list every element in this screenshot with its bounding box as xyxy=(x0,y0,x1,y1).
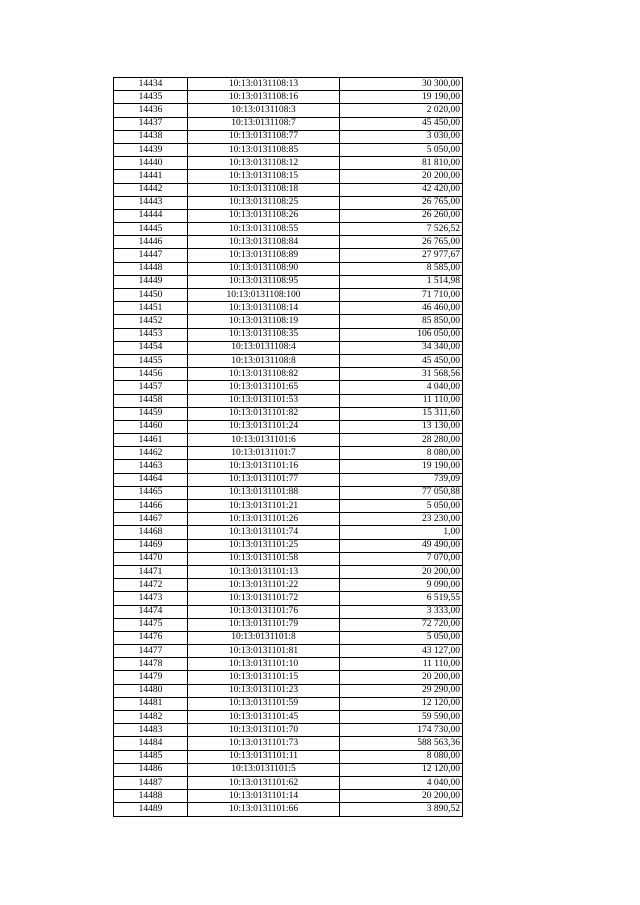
value-cell: 5 050,00 xyxy=(340,631,463,644)
row-number-cell: 14462 xyxy=(114,447,188,460)
value-cell: 2 020,00 xyxy=(340,104,463,117)
table-body xyxy=(114,78,463,817)
value-cell: 7 070,00 xyxy=(340,552,463,565)
cadastral-number-cell: 10:13:0131101:66 xyxy=(188,803,340,816)
value-cell: 6 519,55 xyxy=(340,592,463,605)
value-cell: 26 260,00 xyxy=(340,209,463,222)
value-cell: 45 450,00 xyxy=(340,354,463,367)
value-cell: 174 730,00 xyxy=(340,724,463,737)
row-number-cell: 14444 xyxy=(114,209,188,222)
row-number-cell: 14466 xyxy=(114,500,188,513)
table-row xyxy=(114,236,463,249)
table-row xyxy=(114,697,463,710)
table-row xyxy=(114,249,463,262)
value-cell: 30 300,00 xyxy=(340,78,463,91)
value-cell: 19 190,00 xyxy=(340,460,463,473)
cadastral-number-cell: 10:13:0131101:65 xyxy=(188,381,340,394)
table-row xyxy=(114,645,463,658)
cadastral-number-cell: 10:13:0131108:18 xyxy=(188,183,340,196)
cadastral-number-cell: 10:13:0131108:15 xyxy=(188,170,340,183)
row-number-cell: 14484 xyxy=(114,737,188,750)
table-row xyxy=(114,724,463,737)
value-cell: 1 514,98 xyxy=(340,275,463,288)
table-row xyxy=(114,394,463,407)
table-row xyxy=(114,671,463,684)
table-row xyxy=(114,91,463,104)
cadastral-number-cell: 10:13:0131108:16 xyxy=(188,91,340,104)
value-cell: 42 420,00 xyxy=(340,183,463,196)
table-row xyxy=(114,579,463,592)
value-cell: 26 765,00 xyxy=(340,236,463,249)
cadastral-number-cell: 10:13:0131101:11 xyxy=(188,750,340,763)
table-row xyxy=(114,434,463,447)
cadastral-number-cell: 10:13:0131101:16 xyxy=(188,460,340,473)
cadastral-number-cell: 10:13:0131108:4 xyxy=(188,341,340,354)
table-row xyxy=(114,196,463,209)
row-number-cell: 14446 xyxy=(114,236,188,249)
row-number-cell: 14479 xyxy=(114,671,188,684)
row-number-cell: 14487 xyxy=(114,776,188,789)
table-row xyxy=(114,750,463,763)
cadastral-number-cell: 10:13:0131101:59 xyxy=(188,697,340,710)
cadastral-number-cell: 10:13:0131101:22 xyxy=(188,579,340,592)
table-row xyxy=(114,500,463,513)
row-number-cell: 14451 xyxy=(114,302,188,315)
table-row xyxy=(114,526,463,539)
value-cell: 588 563,36 xyxy=(340,737,463,750)
value-cell: 7 526,52 xyxy=(340,223,463,236)
row-number-cell: 14476 xyxy=(114,631,188,644)
cadastral-number-cell: 10:13:0131101:45 xyxy=(188,711,340,724)
row-number-cell: 14485 xyxy=(114,750,188,763)
cadastral-number-cell: 10:13:0131101:79 xyxy=(188,618,340,631)
table-row xyxy=(114,157,463,170)
table-row xyxy=(114,328,463,341)
value-cell: 11 110,00 xyxy=(340,658,463,671)
row-number-cell: 14438 xyxy=(114,130,188,143)
table-row xyxy=(114,407,463,420)
value-cell: 49 490,00 xyxy=(340,539,463,552)
cadastral-number-cell: 10:13:0131101:6 xyxy=(188,434,340,447)
row-number-cell: 14474 xyxy=(114,605,188,618)
value-cell: 13 130,00 xyxy=(340,420,463,433)
row-number-cell: 14473 xyxy=(114,592,188,605)
row-number-cell: 14467 xyxy=(114,513,188,526)
table-row xyxy=(114,420,463,433)
table-row xyxy=(114,737,463,750)
table-row xyxy=(114,275,463,288)
cadastral-value-table xyxy=(113,77,463,817)
cadastral-number-cell: 10:13:0131101:21 xyxy=(188,500,340,513)
table-row xyxy=(114,130,463,143)
cadastral-number-cell: 10:13:0131108:25 xyxy=(188,196,340,209)
table-row xyxy=(114,368,463,381)
row-number-cell: 14475 xyxy=(114,618,188,631)
table-row xyxy=(114,381,463,394)
cadastral-number-cell: 10:13:0131108:14 xyxy=(188,302,340,315)
value-cell: 20 200,00 xyxy=(340,565,463,578)
cadastral-number-cell: 10:13:0131108:82 xyxy=(188,368,340,381)
cadastral-number-cell: 10:13:0131101:58 xyxy=(188,552,340,565)
cadastral-number-cell: 10:13:0131101:88 xyxy=(188,486,340,499)
cadastral-number-cell: 10:13:0131101:10 xyxy=(188,658,340,671)
value-cell: 71 710,00 xyxy=(340,289,463,302)
row-number-cell: 14463 xyxy=(114,460,188,473)
table-row xyxy=(114,117,463,130)
table-row xyxy=(114,631,463,644)
row-number-cell: 14441 xyxy=(114,170,188,183)
table-row xyxy=(114,539,463,552)
cadastral-number-cell: 10:13:0131101:13 xyxy=(188,565,340,578)
value-cell: 26 765,00 xyxy=(340,196,463,209)
row-number-cell: 14464 xyxy=(114,473,188,486)
row-number-cell: 14481 xyxy=(114,697,188,710)
row-number-cell: 14455 xyxy=(114,354,188,367)
table-row xyxy=(114,170,463,183)
cadastral-number-cell: 10:13:0131108:26 xyxy=(188,209,340,222)
table-row xyxy=(114,592,463,605)
cadastral-number-cell: 10:13:0131108:8 xyxy=(188,354,340,367)
value-cell: 3 333,00 xyxy=(340,605,463,618)
table-row xyxy=(114,513,463,526)
table-row xyxy=(114,605,463,618)
row-number-cell: 14439 xyxy=(114,143,188,156)
cadastral-number-cell: 10:13:0131101:81 xyxy=(188,645,340,658)
row-number-cell: 14461 xyxy=(114,434,188,447)
row-number-cell: 14443 xyxy=(114,196,188,209)
cadastral-number-cell: 10:13:0131101:8 xyxy=(188,631,340,644)
row-number-cell: 14483 xyxy=(114,724,188,737)
table-row xyxy=(114,289,463,302)
cadastral-number-cell: 10:13:0131101:24 xyxy=(188,420,340,433)
row-number-cell: 14437 xyxy=(114,117,188,130)
table-row xyxy=(114,354,463,367)
row-number-cell: 14472 xyxy=(114,579,188,592)
value-cell: 8 080,00 xyxy=(340,447,463,460)
table-row xyxy=(114,790,463,803)
table-row xyxy=(114,473,463,486)
table-row xyxy=(114,776,463,789)
cadastral-number-cell: 10:13:0131101:70 xyxy=(188,724,340,737)
row-number-cell: 14478 xyxy=(114,658,188,671)
table-row xyxy=(114,684,463,697)
value-cell: 43 127,00 xyxy=(340,645,463,658)
row-number-cell: 14440 xyxy=(114,157,188,170)
cadastral-number-cell: 10:13:0131108:13 xyxy=(188,78,340,91)
row-number-cell: 14469 xyxy=(114,539,188,552)
row-number-cell: 14453 xyxy=(114,328,188,341)
value-cell: 5 050,00 xyxy=(340,500,463,513)
value-cell: 46 460,00 xyxy=(340,302,463,315)
table-row xyxy=(114,143,463,156)
cadastral-number-cell: 10:13:0131101:73 xyxy=(188,737,340,750)
row-number-cell: 14482 xyxy=(114,711,188,724)
cadastral-number-cell: 10:13:0131108:12 xyxy=(188,157,340,170)
row-number-cell: 14449 xyxy=(114,275,188,288)
value-cell: 20 200,00 xyxy=(340,790,463,803)
table-row xyxy=(114,658,463,671)
table-row xyxy=(114,262,463,275)
cadastral-number-cell: 10:13:0131108:89 xyxy=(188,249,340,262)
cadastral-number-cell: 10:13:0131101:7 xyxy=(188,447,340,460)
row-number-cell: 14459 xyxy=(114,407,188,420)
table-row xyxy=(114,302,463,315)
row-number-cell: 14465 xyxy=(114,486,188,499)
row-number-cell: 14452 xyxy=(114,315,188,328)
cadastral-number-cell: 10:13:0131108:95 xyxy=(188,275,340,288)
row-number-cell: 14435 xyxy=(114,91,188,104)
row-number-cell: 14480 xyxy=(114,684,188,697)
cadastral-number-cell: 10:13:0131101:14 xyxy=(188,790,340,803)
cadastral-number-cell: 10:13:0131101:15 xyxy=(188,671,340,684)
row-number-cell: 14436 xyxy=(114,104,188,117)
row-number-cell: 14442 xyxy=(114,183,188,196)
table-row xyxy=(114,104,463,117)
value-cell: 45 450,00 xyxy=(340,117,463,130)
value-cell: 27 977,67 xyxy=(340,249,463,262)
value-cell: 77 050,88 xyxy=(340,486,463,499)
cadastral-number-cell: 10:13:0131108:77 xyxy=(188,130,340,143)
value-cell: 3 030,00 xyxy=(340,130,463,143)
row-number-cell: 14460 xyxy=(114,420,188,433)
value-cell: 19 190,00 xyxy=(340,91,463,104)
table-row xyxy=(114,78,463,91)
cadastral-number-cell: 10:13:0131108:90 xyxy=(188,262,340,275)
table-row xyxy=(114,565,463,578)
table-row xyxy=(114,711,463,724)
row-number-cell: 14434 xyxy=(114,78,188,91)
table-row xyxy=(114,447,463,460)
value-cell: 5 050,00 xyxy=(340,143,463,156)
value-cell: 9 090,00 xyxy=(340,579,463,592)
cadastral-number-cell: 10:13:0131101:26 xyxy=(188,513,340,526)
value-cell: 8 585,00 xyxy=(340,262,463,275)
table-row xyxy=(114,803,463,816)
value-cell: 72 720,00 xyxy=(340,618,463,631)
value-cell: 85 850,00 xyxy=(340,315,463,328)
value-cell: 29 290,00 xyxy=(340,684,463,697)
row-number-cell: 14489 xyxy=(114,803,188,816)
row-number-cell: 14458 xyxy=(114,394,188,407)
row-number-cell: 14457 xyxy=(114,381,188,394)
table-row xyxy=(114,460,463,473)
cadastral-number-cell: 10:13:0131108:85 xyxy=(188,143,340,156)
row-number-cell: 14447 xyxy=(114,249,188,262)
cadastral-number-cell: 10:13:0131108:7 xyxy=(188,117,340,130)
cadastral-number-cell: 10:13:0131101:23 xyxy=(188,684,340,697)
value-cell: 106 050,00 xyxy=(340,328,463,341)
value-cell: 59 590,00 xyxy=(340,711,463,724)
cadastral-number-cell: 10:13:0131101:76 xyxy=(188,605,340,618)
cadastral-number-cell: 10:13:0131101:5 xyxy=(188,763,340,776)
cadastral-number-cell: 10:13:0131108:19 xyxy=(188,315,340,328)
row-number-cell: 14456 xyxy=(114,368,188,381)
cadastral-number-cell: 10:13:0131108:35 xyxy=(188,328,340,341)
row-number-cell: 14454 xyxy=(114,341,188,354)
value-cell: 34 340,00 xyxy=(340,341,463,354)
table-row xyxy=(114,618,463,631)
row-number-cell: 14468 xyxy=(114,526,188,539)
value-cell: 739,09 xyxy=(340,473,463,486)
table-row xyxy=(114,183,463,196)
row-number-cell: 14450 xyxy=(114,289,188,302)
value-cell: 1,00 xyxy=(340,526,463,539)
cadastral-number-cell: 10:13:0131101:72 xyxy=(188,592,340,605)
value-cell: 20 200,00 xyxy=(340,671,463,684)
table-row xyxy=(114,341,463,354)
row-number-cell: 14448 xyxy=(114,262,188,275)
row-number-cell: 14488 xyxy=(114,790,188,803)
value-cell: 23 230,00 xyxy=(340,513,463,526)
row-number-cell: 14471 xyxy=(114,565,188,578)
cadastral-number-cell: 10:13:0131108:55 xyxy=(188,223,340,236)
cadastral-number-cell: 10:13:0131108:3 xyxy=(188,104,340,117)
value-cell: 15 311,60 xyxy=(340,407,463,420)
table-row xyxy=(114,223,463,236)
value-cell: 3 890,52 xyxy=(340,803,463,816)
table-row xyxy=(114,209,463,222)
row-number-cell: 14470 xyxy=(114,552,188,565)
cadastral-number-cell: 10:13:0131101:82 xyxy=(188,407,340,420)
cadastral-number-cell: 10:13:0131108:84 xyxy=(188,236,340,249)
cadastral-number-cell: 10:13:0131101:25 xyxy=(188,539,340,552)
value-cell: 31 568,56 xyxy=(340,368,463,381)
cadastral-number-cell: 10:13:0131101:74 xyxy=(188,526,340,539)
row-number-cell: 14445 xyxy=(114,223,188,236)
row-number-cell: 14477 xyxy=(114,645,188,658)
value-cell: 8 080,00 xyxy=(340,750,463,763)
cadastral-number-cell: 10:13:0131108:100 xyxy=(188,289,340,302)
cadastral-number-cell: 10:13:0131101:77 xyxy=(188,473,340,486)
value-cell: 81 810,00 xyxy=(340,157,463,170)
value-cell: 12 120,00 xyxy=(340,697,463,710)
value-cell: 12 120,00 xyxy=(340,763,463,776)
table-row xyxy=(114,763,463,776)
table-row xyxy=(114,552,463,565)
value-cell: 11 110,00 xyxy=(340,394,463,407)
value-cell: 4 040,00 xyxy=(340,776,463,789)
value-cell: 4 040,00 xyxy=(340,381,463,394)
value-cell: 20 200,00 xyxy=(340,170,463,183)
table-row xyxy=(114,486,463,499)
value-cell: 28 280,00 xyxy=(340,434,463,447)
cadastral-number-cell: 10:13:0131101:53 xyxy=(188,394,340,407)
cadastral-number-cell: 10:13:0131101:62 xyxy=(188,776,340,789)
table-row xyxy=(114,315,463,328)
row-number-cell: 14486 xyxy=(114,763,188,776)
